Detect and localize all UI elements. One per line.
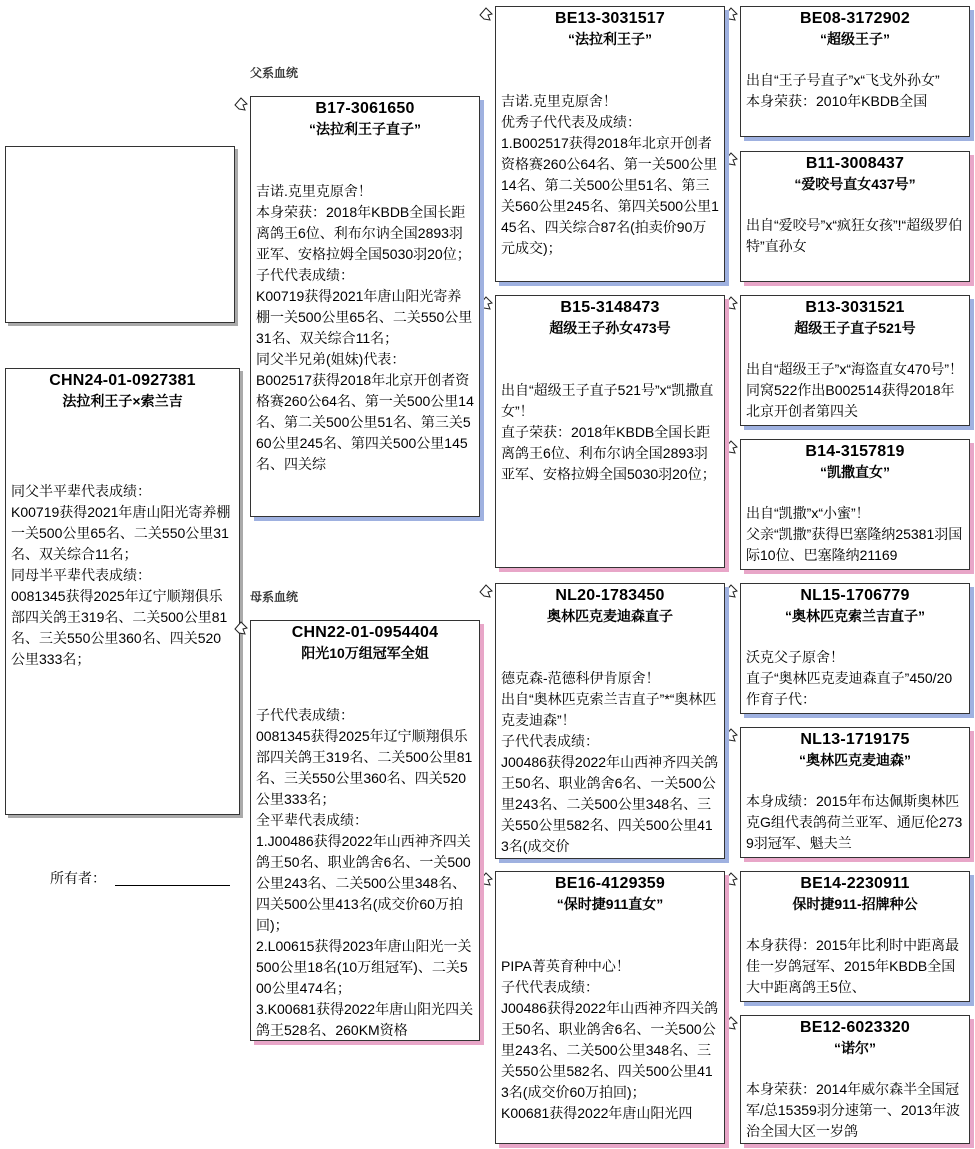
ds-connector-icon: [478, 583, 494, 599]
sd-notes: 出自“超级王子直子521号”x“凯撒直女”！ 直子荣获：2018年KBDB全国长距离鸽王6位、利布尔讷全国2893羽亚军、安格拉姆全国5030羽20位；: [501, 382, 716, 482]
dd-connector-icon: [478, 871, 494, 887]
sire-ring-number: B17-3061650: [315, 100, 415, 117]
sss-notes: 出自“王子号直子”x“飞戈外孙女” 本身荣获：2010年KBDB全国: [746, 72, 940, 109]
dam-connector-icon: [233, 620, 249, 636]
sire-line-label: 父系血统: [250, 66, 299, 80]
ssd-ring-number: B11-3008437: [805, 155, 905, 172]
dam-line-label: 母系血统: [250, 590, 299, 604]
ss-notes: 吉诺.克里克原舍！ 优秀子代代表及成绩： 1.B002517获得2018年北京开创者资格赛260公64名、第一关500公里14名、第二关500公里51名、第三关560公里245名、第四关500公里145名、四关综合87名(拍卖价90万元成交)；: [501, 93, 719, 256]
sss-ring-number: BE08-3172902: [799, 10, 911, 27]
sds-connector-icon: [723, 295, 739, 311]
subject-ring-number: CHN24-01-0927381: [49, 372, 196, 389]
dd-notes: PIPA菁英育种中心！ 子代代表成绩： J00486获得2022年山西神齐四关鸽王50名、职业鸽舍6名、一关500公里243名、二关500公里348名、三关550公里582名、四关500公里413名(成交价60万拍回)； K00681获得2022年唐山阳光四: [501, 958, 719, 1121]
sire-connector-icon: [233, 96, 249, 112]
ddd-name: “诺尔”: [834, 1040, 876, 1056]
sss-name: “超级王子”: [820, 31, 890, 47]
dss-name: “奥林匹克索兰吉直子”: [785, 608, 925, 624]
ds-card: [495, 583, 725, 859]
sire-card: [250, 96, 480, 517]
sss-connector-icon: [723, 6, 739, 22]
dds-ring-number: BE14-2230911: [800, 875, 910, 892]
dsd-connector-icon: [723, 727, 739, 743]
ds-name: 奥林匹克麦迪森直子: [547, 608, 673, 624]
ds-ring-number: NL20-1783450: [555, 587, 665, 604]
dam-ring-number: CHN22-01-0954404: [291, 624, 439, 641]
sdd-notes: 出自“凯撒”x“小蜜”！ 父亲“凯撒”获得巴塞隆纳25381羽国际10位、巴塞隆纳21169: [746, 505, 963, 563]
dsd-name: “奥林匹克麦迪森”: [799, 752, 911, 768]
ddd-card: [740, 1015, 970, 1144]
dsd-notes: 本身成绩：2015年布达佩斯奥林匹克G组代表鸽荷兰亚军、通厄伦2739羽冠军、魁夫兰: [746, 793, 963, 851]
dsd-card: [740, 727, 970, 858]
pigeon-photo-frame: [5, 146, 235, 323]
dam-name: 阳光10万组冠军全姐: [301, 645, 429, 661]
sd-name: 超级王子孙女473号: [549, 320, 671, 336]
dds-card: [740, 871, 970, 1002]
sds-ring-number: B13-3031521: [805, 299, 905, 316]
ssd-name: “爱咬号直女437号”: [794, 176, 916, 192]
ssd-card: [740, 151, 970, 282]
subject-notes: 同父半平辈代表成绩： K00719获得2021年唐山阳光寄养棚一关500公里65名、二关550公里31名、双关综合11名； 同母半平辈代表成绩： 0081345获得2025年辽宁顺翔俱乐部四关鸽王319名、二关500公里81名、三关550公里360名、四关520公里333名；: [11, 483, 231, 667]
dam-notes: 子代代表成绩： 0081345获得2025年辽宁顺翔俱乐部四关鸽王319名、二关500公里81名、三关550公里360名、四关520公里333名； 全平辈代表成绩： 1.J00486获得2022年山西神齐四关鸽王50名、职业鸽舍6名、一关500公里243名、二关500公里348名、四关500公里413名(成交价60万拍回)； 2.L00615获得2023年唐山阳光一关500公里18名(10万组冠军)、二关500公里474名； 3.K00681获得2022年唐山阳光四关鸽王528名、260KM资格: [256, 707, 474, 1038]
sire-name: “法拉利王子直子”: [309, 121, 421, 137]
sd-ring-number: B15-3148473: [560, 299, 660, 316]
ss-card: [495, 6, 725, 282]
dss-notes: 沃克父子原舍！ 直子“奥林匹克麦迪森直子”450/20作育子代：: [746, 649, 953, 707]
ddd-connector-icon: [723, 1015, 739, 1031]
dsd-ring-number: NL13-1719175: [800, 731, 910, 748]
dds-notes: 本身获得：2015年比利时中距离最佳一岁鸽冠军、2015年KBDB全国大中距离鸽王5位、: [746, 937, 960, 995]
sire-notes: 吉诺.克里克原舍！ 本身荣获：2018年KBDB全国长距离鸽王6位、利布尔讷全国2893羽亚军、安格拉姆全国5030羽20位； 子代代表成绩： K00719获得2021年唐山阳光寄养棚一关500公里65名、二关550公里31名、双关综合11名； 同父半兄弟(姐妹)代表： B002517获得2018年北京开创者资格赛260公64名、第一关500公里14名、第二关500公里51名、第三关560公里245名、第四关500公里145名、四关综: [256, 183, 474, 472]
ss-ring-number: BE13-3031517: [554, 10, 666, 27]
sdd-name: “凯撒直女”: [820, 464, 890, 480]
sdd-card: [740, 439, 970, 570]
ss-connector-icon: [478, 6, 494, 22]
sds-name: 超级王子直子521号: [794, 320, 916, 336]
ssd-connector-icon: [723, 151, 739, 167]
owner-signature-line: [115, 885, 230, 886]
subject-name: 法拉利王子×索兰吉: [62, 393, 183, 409]
ddd-ring-number: BE12-6023320: [799, 1019, 911, 1036]
sdd-connector-icon: [723, 439, 739, 455]
sds-card: [740, 295, 970, 426]
sd-card: [495, 295, 725, 568]
ddd-notes: 本身荣获：2014年威尔森半全国冠军/总15359羽分速第一、2013年波治全国大区一岁鸽: [746, 1081, 960, 1139]
sss-card: [740, 6, 970, 137]
dds-connector-icon: [723, 871, 739, 887]
dd-ring-number: BE16-4129359: [554, 875, 666, 892]
sds-notes: 出自“超级王子”x“海盗直女470号”！同窝522作出B002514获得2018年北京开创者第四关: [746, 361, 964, 419]
dam-card: [250, 620, 480, 1041]
dds-name: 保时捷911-招牌种公: [792, 896, 918, 912]
sdd-ring-number: B14-3157819: [805, 443, 905, 460]
owner-label: 所有者：: [50, 870, 106, 886]
dss-card: [740, 583, 970, 714]
ds-notes: 德克森-范德科伊肯原舍！ 出自“奥林匹克索兰吉直子”*“奥林匹克麦迪森”！ 子代代表成绩： J00486获得2022年山西神齐四关鸽王50名、职业鸽舍6名、一关500公里243名、二关500公里348名、三关550公里582名、四关500公里413名(成交价: [501, 670, 719, 854]
dd-card: [495, 871, 725, 1144]
sd-connector-icon: [478, 295, 494, 311]
ssd-notes: 出自“爱咬号”x“疯狂女孩”!“超级罗伯特”直孙女: [746, 217, 963, 254]
subject-card: [5, 368, 240, 815]
ss-name: “法拉利王子”: [568, 31, 652, 47]
dss-connector-icon: [723, 583, 739, 599]
dss-ring-number: NL15-1706779: [800, 587, 910, 604]
dd-name: “保时捷911直女”: [556, 896, 664, 912]
